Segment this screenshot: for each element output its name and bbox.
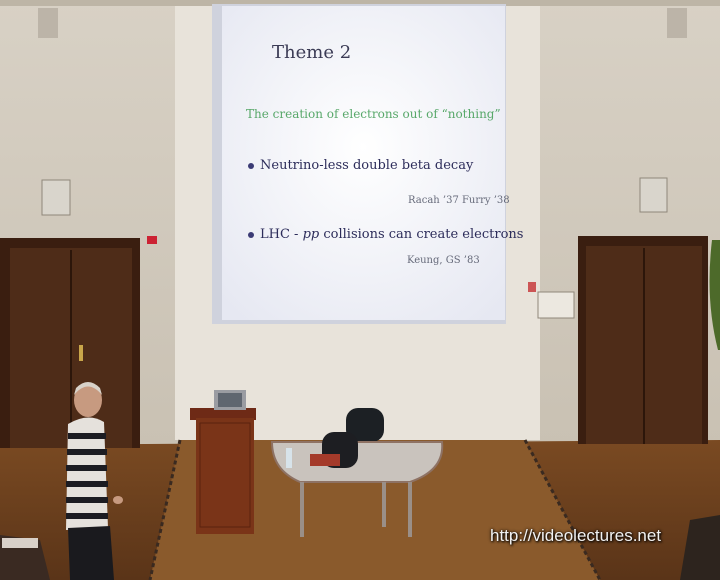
citation-2: Keung, GS ’83: [407, 255, 480, 266]
bullet-dot-icon: [248, 232, 254, 238]
wall-switch: [538, 292, 574, 318]
speaker-trousers: [68, 526, 114, 580]
papers: [310, 454, 340, 466]
citation-1: Racah ’37 Furry ’38: [408, 195, 510, 206]
wall-panel-left: [42, 180, 70, 215]
lectern: [196, 418, 254, 534]
bullet-1-text: Neutrino-less double beta decay: [260, 158, 474, 173]
bullet-2-text-after: collisions can create electrons: [319, 227, 524, 242]
slide-title: Theme 2: [272, 42, 352, 63]
bullet-2-text-before: LHC -: [260, 227, 303, 242]
bullet-2-math: pp: [302, 227, 320, 242]
wall-panel-right: [640, 178, 667, 212]
slide-bullet-2: [248, 227, 523, 242]
wall-light-left: [38, 8, 58, 38]
slide-subtitle: The creation of electrons out of “nothing”: [246, 107, 501, 121]
bullet-dot-icon: [248, 163, 254, 169]
wall-light-right: [667, 8, 687, 38]
watermark: http://videolectures.net: [490, 526, 662, 545]
water-bottle: [286, 448, 292, 468]
exit-sign: [147, 236, 157, 244]
slide-bullet-1: [248, 158, 473, 173]
